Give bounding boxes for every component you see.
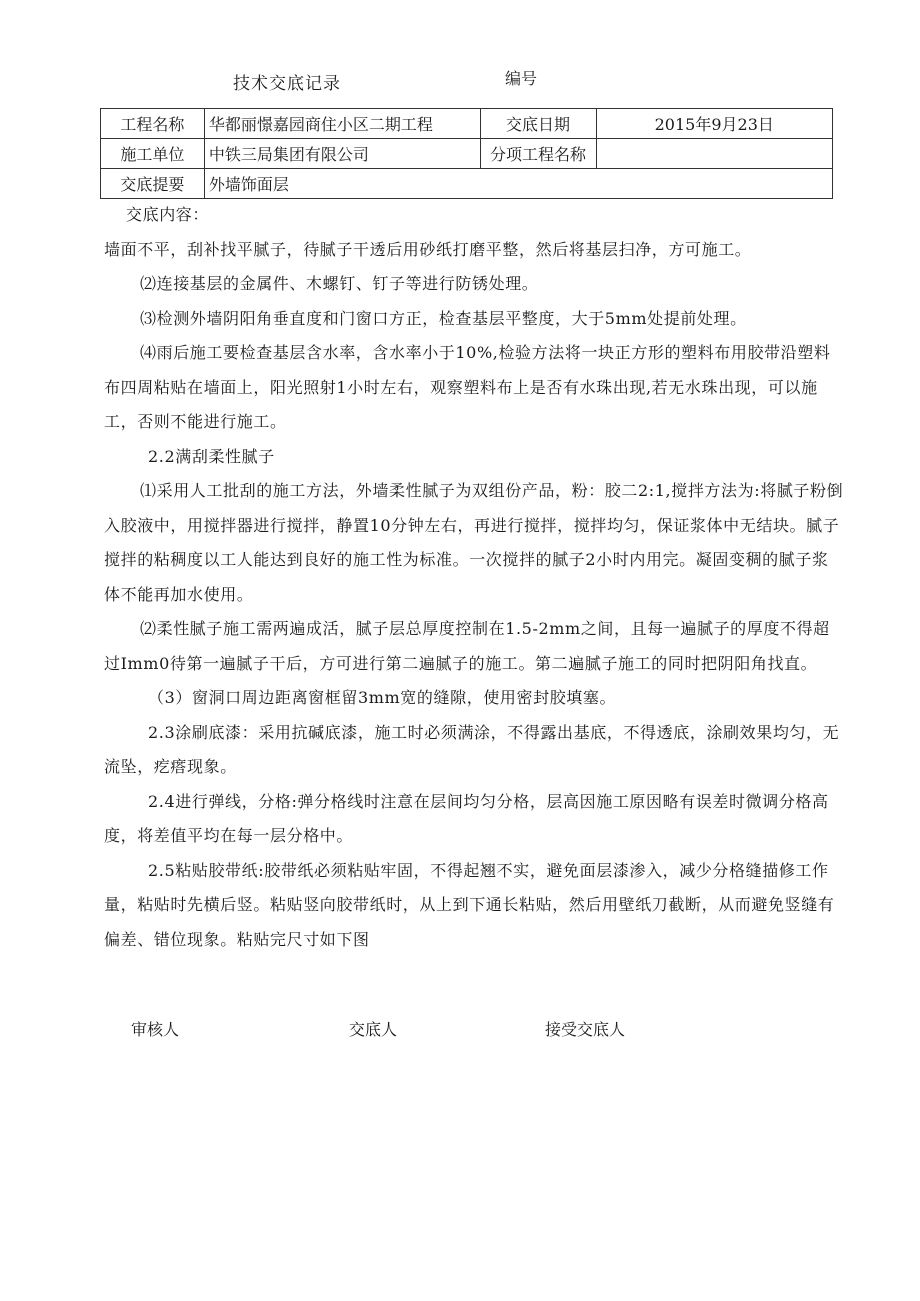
paragraph-8: 2.3涂刷底漆：采用抗碱底漆，施工时必须满涂，不得露出基底，不得透底，涂刷效果均匀，无流坠，疙瘩现象。 bbox=[104, 722, 840, 776]
paragraph-3: ⑶检测外墙阴阳角垂直度和门窗口方正，检查基层平整度，大于5mm处提前处理。 bbox=[140, 308, 747, 328]
discloser-label: 交底人 bbox=[349, 1020, 398, 1039]
project-name-value: 华都丽憬嘉园商住小区二期工程 bbox=[204, 109, 480, 139]
summary-label: 交底提要 bbox=[101, 169, 205, 199]
document-title: 技术交底记录 bbox=[233, 74, 341, 94]
disclosure-content bbox=[104, 198, 844, 957]
sub-project-value bbox=[596, 139, 832, 169]
paragraph-2: ⑵连接基层的金属件、木螺钉、钉子等进行防锈处理。 bbox=[140, 274, 539, 293]
info-table bbox=[100, 108, 833, 199]
sub-project-label: 分项工程名称 bbox=[480, 139, 596, 169]
disclosure-date-value: 2015年9月23日 bbox=[596, 109, 832, 139]
paragraph-7: （3）窗洞口周边距离窗框留3mm宽的缝隙，使用密封胶填塞。 bbox=[148, 688, 617, 707]
reviewer-label: 审核人 bbox=[131, 1020, 180, 1039]
content-heading: 交底内容： bbox=[126, 205, 210, 224]
paragraph-4: ⑷雨后施工要检查基层含水率，含水率小于10%,检验方法将一块正方形的塑料布用胶带沿塑料布四周粘贴在墙面上，阳光照射1小时左右，观察塑料布上是否有水珠出现,若无水珠出现，可以施工，否则不能进行施工。 bbox=[104, 343, 831, 431]
disclosure-date-label: 交底日期 bbox=[480, 109, 596, 139]
construction-unit-value: 中铁三局集团有限公司 bbox=[204, 139, 480, 169]
project-name-label: 工程名称 bbox=[101, 109, 205, 139]
paragraph-10: 2.5粘贴胶带纸:胶带纸必须粘贴牢固，不得起翘不实，避免面层漆渗入，减少分格缝描修工作量，粘贴时先横后竖。粘贴竖向胶带纸时，从上到下通长粘贴，然后用壁纸刀截断，从而避免竖缝有偏差、错位现象。粘贴完尺寸如下图 bbox=[104, 860, 835, 949]
info-row-summary bbox=[101, 169, 833, 199]
info-row-unit bbox=[101, 139, 833, 169]
summary-value: 外墙饰面层 bbox=[204, 169, 832, 199]
paragraph-5: ⑴采用人工批刮的施工方法，外墙柔性腻子为双组份产品，粉：胶二2:1,搅拌方法为:将腻子粉倒入胶液中，用搅拌器进行搅拌，静置10分钟左右，再进行搅拌，搅拌均匀，保证浆体中无结块。腻子搅拌的粘稠度以工人能达到良好的施工性为标准。一次搅拌的腻子2小时内用完。凝固变稠的腻子浆体不能再加水使用。 bbox=[104, 481, 844, 604]
info-row-project bbox=[101, 109, 833, 139]
paragraph-1: 墙面不平，刮补找平腻子，待腻子干透后用砂纸打磨平整，然后将基层扫净，方可施工。 bbox=[104, 239, 752, 259]
paragraph-6: ⑵柔性腻子施工需两遍成活，腻子层总厚度控制在1.5-2mm之间，且每一遍腻子的厚度不得超过Imm0待第一遍腻子干后，方可进行第二遍腻子的施工。第二遍腻子施工的同时把阴阳角找直。 bbox=[104, 619, 830, 673]
section-2-2-heading: 2.2满刮柔性腻子 bbox=[148, 446, 275, 466]
construction-unit-label: 施工单位 bbox=[101, 139, 205, 169]
receiver-label: 接受交底人 bbox=[545, 1020, 626, 1039]
paragraph-9: 2.4进行弹线，分格:弹分格线时注意在层间均匀分格，层高因施工原因略有误差时微调分格高度，将差值平均在每一层分格中。 bbox=[104, 791, 829, 845]
number-label: 编号 bbox=[505, 69, 538, 88]
